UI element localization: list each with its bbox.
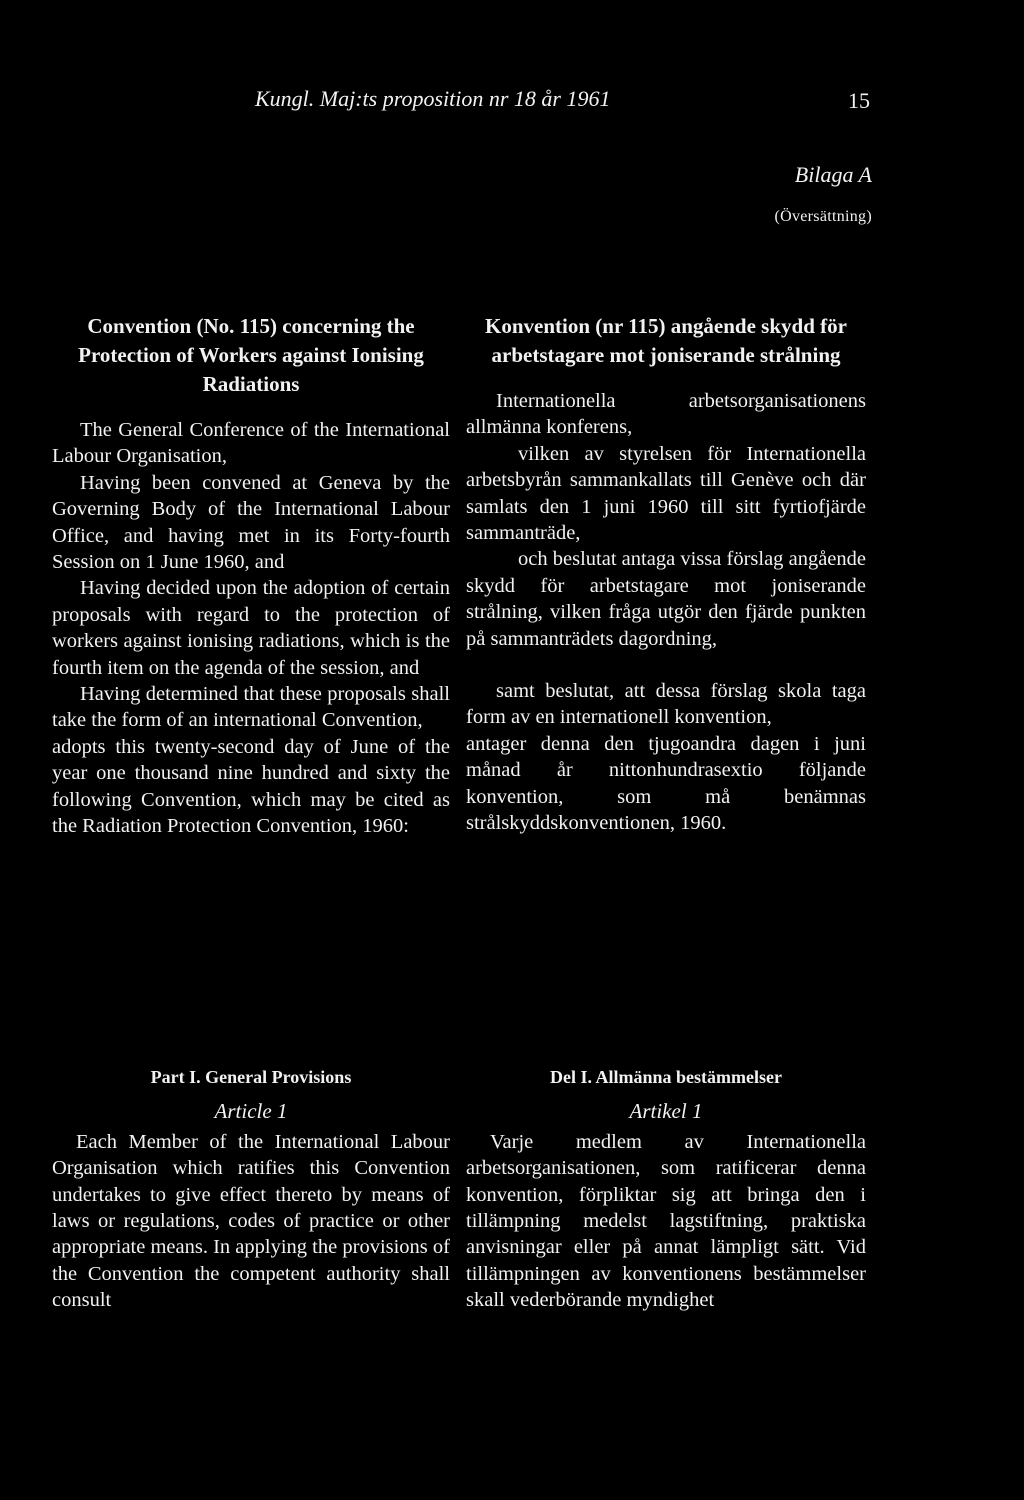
appendix-label: Bilaga A — [794, 162, 872, 187]
english-convention-heading: Convention (No. 115) concerning the Protection of Workers against Ionising Radiations — [78, 314, 424, 396]
english-preamble-determined: Having determined that these proposals shall take the form of an international Convention, — [52, 683, 450, 732]
page-number: 15 — [848, 88, 870, 113]
english-part-one — [52, 1064, 450, 1314]
swedish-part-one — [466, 1064, 866, 1314]
swedish-preamble-determined: samt beslutat, att dessa förslag skola taga form av en internationell konvention, — [466, 680, 866, 729]
swedish-article-title: Artikel 1 — [629, 1099, 703, 1124]
english-article-text: Each Member of the International Labour Organisation which ratifies this Convention undertakes to give effect thereto by means of laws or regulations, codes of practice or other appropriate means. In applying the provisions of the Convention the competent authority shall consult — [52, 1130, 450, 1312]
swedish-part-heading: Del I. Allmänna bestämmelser — [550, 1067, 782, 1087]
swedish-article-text: Varje medlem av Internationella arbetsorganisationen, som ratificerar denna konvention, förpliktar sig att bringa den i tillämpning medelst lagstiftning, praktiska anvisningar eller på annat lämpligt sätt. Vid tillämpningen av konventionens bestämmelser skall vederbörande myndighet — [466, 1130, 866, 1312]
swedish-convention-heading: Konvention (nr 115) angående skydd för arbetstagare mot joniserande strålning — [485, 314, 847, 367]
english-column — [52, 312, 450, 840]
swedish-column — [466, 312, 866, 837]
translation-note: (Översättning) — [774, 208, 872, 225]
swedish-preamble-convened: vilken av styrelsen för Internationella arbetsbyrån sammankallats till Genève och där samlats den 1 juni 1960 till sitt fyrtiofjärde sammanträde, — [466, 442, 866, 545]
swedish-preamble-conference: Internationella arbetsorganisationens allmänna konferens, — [466, 390, 866, 439]
english-part-heading: Part I. General Provisions — [150, 1067, 352, 1087]
running-header-title: Kungl. Maj:ts proposition nr 18 år 1961 — [255, 86, 611, 111]
swedish-preamble-decided: och beslutat antaga vissa förslag angående skydd för arbetstagare mot joniserande strålning, vilken fråga utgör den fjärde punkten på sammanträdets dagordning, — [466, 548, 866, 650]
english-preamble-adopts: adopts this twenty-second day of June of the year one thousand nine hundred and sixty the following Convention, which may be cited as the Radiation Protection Convention, 1960: — [52, 735, 450, 838]
english-article-title: Article 1 — [214, 1099, 288, 1124]
english-preamble-decided: Having decided upon the adoption of certain proposals with regard to the protection of workers against ionising radiations, which is the fourth item on the agenda of the session, and — [52, 577, 450, 679]
english-preamble-conference: The General Conference of the International Labour Organisation, — [52, 419, 450, 468]
swedish-preamble-adopts: antager denna den tjugoandra dagen i juni månad år nittonhundrasextio följande konvention, som må benämnas strålskyddskonventionen, 1960. — [466, 732, 866, 835]
english-preamble-convened: Having been convened at Geneva by the Governing Body of the International Labour Office, and having met in its Forty-fourth Session on 1 June 1960, and — [52, 471, 450, 574]
